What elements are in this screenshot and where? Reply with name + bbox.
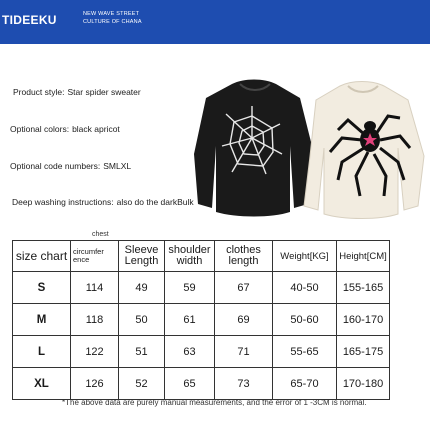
- brand-logo: TIDEEKU: [2, 13, 57, 27]
- spec-value: black apricot: [72, 124, 120, 134]
- apricot-sweater: [304, 82, 424, 219]
- size-cell: L: [13, 336, 71, 368]
- sleeve-cell: 49: [119, 272, 165, 304]
- header-banner: [0, 0, 430, 44]
- chest-cell: 122: [71, 336, 119, 368]
- header-sleeve-length: Sleeve Length: [119, 241, 165, 272]
- spec-value: SMLXL: [103, 161, 132, 171]
- size-cell: S: [13, 272, 71, 304]
- header-size-chart: size chart: [13, 241, 71, 272]
- size-cell: M: [13, 304, 71, 336]
- height-cell: 165-175: [337, 336, 390, 368]
- brand-slogan: [83, 11, 142, 26]
- shoulder-cell: 61: [165, 304, 215, 336]
- black-sweater: [194, 80, 314, 217]
- weight-cell: 55-65: [273, 336, 337, 368]
- length-cell: 71: [215, 336, 273, 368]
- sleeve-cell: 52: [119, 368, 165, 400]
- chest-label: chest: [92, 231, 109, 238]
- length-cell: 69: [215, 304, 273, 336]
- spec-value: Star spider sweater: [67, 87, 141, 97]
- spec-product-style: [13, 87, 144, 97]
- length-cell: 73: [215, 368, 273, 400]
- chest-cell: 126: [71, 368, 119, 400]
- table-row: [13, 272, 390, 304]
- spec-label: Product style:: [13, 87, 65, 97]
- spec-label: Deep washing instructions:: [12, 197, 114, 207]
- table-row: [13, 368, 390, 400]
- weight-cell: 50-60: [273, 304, 337, 336]
- size-chart-table: [12, 240, 390, 400]
- weight-cell: 65-70: [273, 368, 337, 400]
- table-row: [13, 336, 390, 368]
- spec-code-numbers: [10, 161, 134, 171]
- shoulder-cell: 65: [165, 368, 215, 400]
- product-photo: [192, 76, 430, 226]
- length-cell: 67: [215, 272, 273, 304]
- chest-cell: 114: [71, 272, 119, 304]
- height-cell: 170-180: [337, 368, 390, 400]
- shoulder-cell: 63: [165, 336, 215, 368]
- spec-optional-colors: [10, 124, 123, 134]
- slogan-line-2: CULTURE OF CHANA: [83, 18, 142, 25]
- spec-value: also do the darkBulk: [116, 197, 194, 207]
- weight-cell: 40-50: [273, 272, 337, 304]
- height-cell: 160-170: [337, 304, 390, 336]
- shoulder-cell: 59: [165, 272, 215, 304]
- spec-label: Optional colors:: [10, 124, 70, 134]
- size-cell: XL: [13, 368, 71, 400]
- header-clothes-length: clothes length: [215, 241, 273, 272]
- spider-head: [364, 121, 376, 131]
- measurement-footnote: *The above data are purely manual measurements, and the error of 1 -3CM is normal.: [62, 398, 367, 407]
- header-shoulder-width: shoulder width: [165, 241, 215, 272]
- header-height: Height[CM]: [337, 241, 390, 272]
- spec-washing-instructions: [12, 197, 197, 207]
- header-chest-circumference: circumfer ence: [71, 241, 119, 272]
- chest-cell: 118: [71, 304, 119, 336]
- table-row: [13, 304, 390, 336]
- sleeve-cell: 50: [119, 304, 165, 336]
- table-header-row: [13, 241, 390, 272]
- sleeve-cell: 51: [119, 336, 165, 368]
- spec-label: Optional code numbers:: [10, 161, 101, 171]
- height-cell: 155-165: [337, 272, 390, 304]
- slogan-line-1: NEW WAVE STREET: [83, 11, 140, 17]
- sweater-illustration: [192, 76, 430, 226]
- header-weight: Weight[KG]: [273, 241, 337, 272]
